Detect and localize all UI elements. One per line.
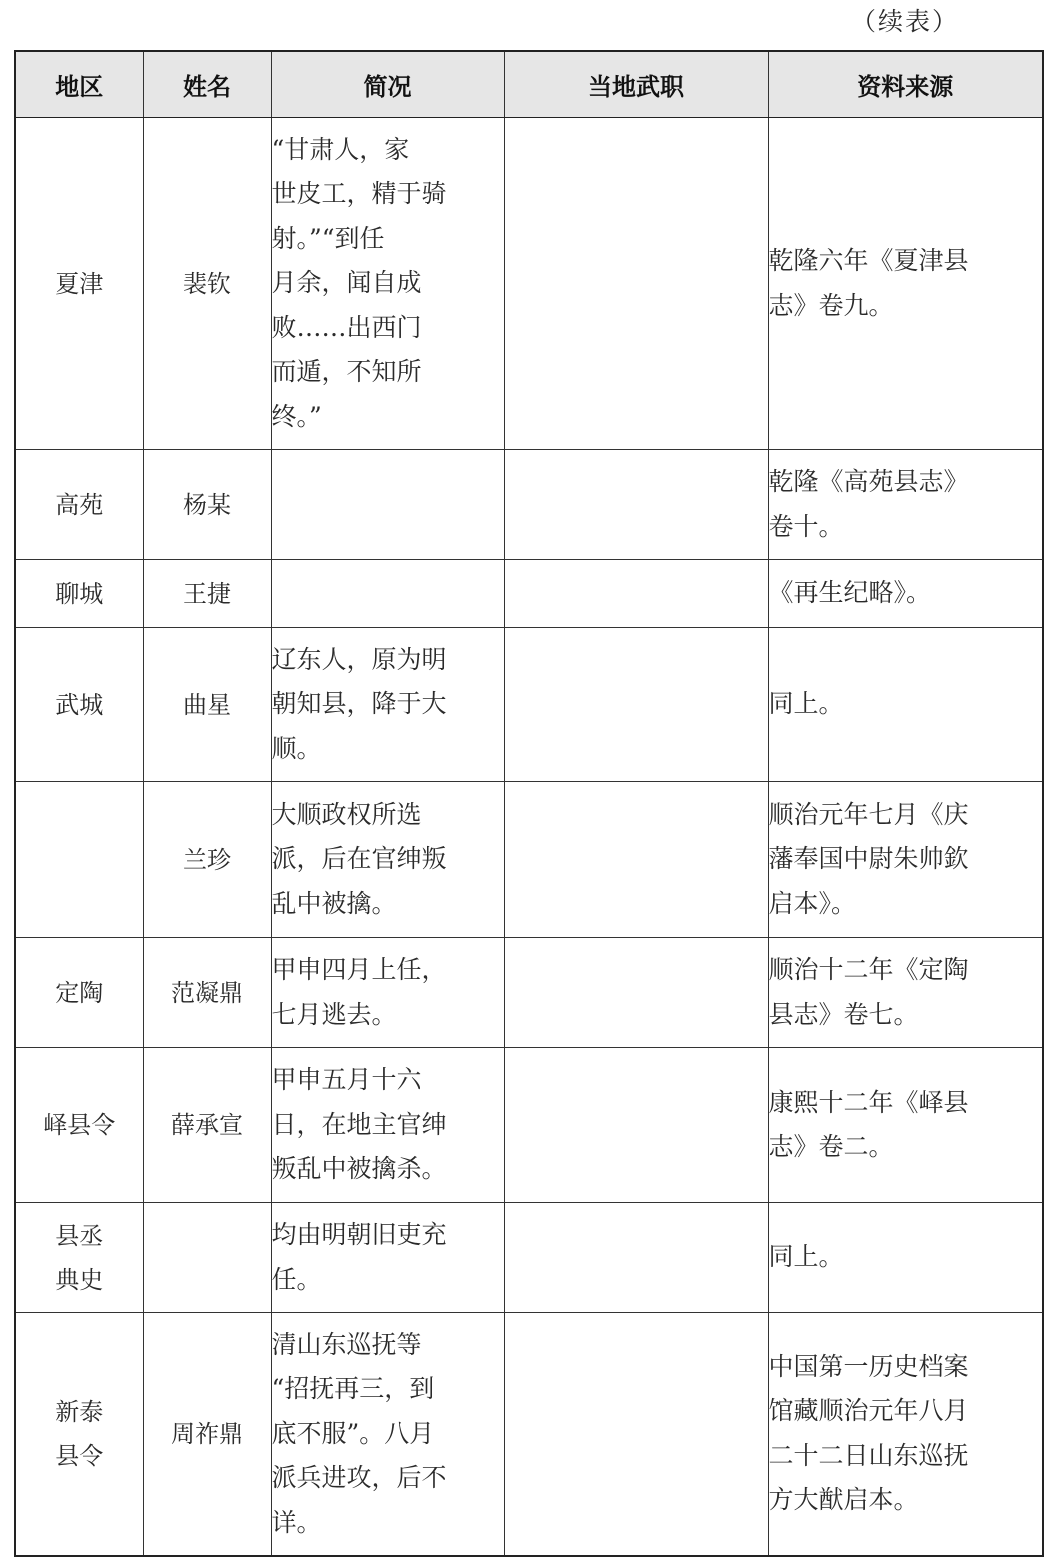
summary-cell: 均由明朝旧吏充 任。 [271,1203,504,1313]
name-cell: 薛承宣 [143,1048,271,1203]
header-local-military-post: 当地武职 [504,51,768,118]
source-cell: 中国第一历史档案 馆藏顺治元年八月 二十二日山东巡抚 方大猷启本。 [768,1313,1043,1556]
post-cell [504,1313,768,1556]
source-cell: 乾隆《高苑县志》 卷十。 [768,450,1043,560]
table-row [15,1048,1043,1203]
region-cell: 峄县令 [15,1048,143,1203]
source-cell: 顺治元年七月《庆 藩奉国中尉朱帅欽 启本》。 [768,782,1043,938]
source-cell: 顺治十二年《定陶 县志》卷七。 [768,938,1043,1048]
region-cell [15,782,143,938]
source-cell: 《再生纪略》。 [768,560,1043,628]
source-cell: 同上。 [768,628,1043,782]
region-cell: 夏津 [15,118,143,450]
source-cell: 乾隆六年《夏津县 志》卷九。 [768,118,1043,450]
summary-cell: 大顺政权所选 派，后在官绅叛 乱中被擒。 [271,782,504,938]
post-cell [504,628,768,782]
table-row [15,1313,1043,1556]
source-cell: 同上。 [768,1203,1043,1313]
region-cell: 县丞 典史 [15,1203,143,1313]
region-cell: 高苑 [15,450,143,560]
summary-cell: 甲申四月上任， 七月逃去。 [271,938,504,1048]
region-cell: 新泰 县令 [15,1313,143,1556]
table-row [15,450,1043,560]
post-cell [504,1048,768,1203]
name-cell: 王捷 [143,560,271,628]
table-row [15,1203,1043,1313]
name-cell: 范凝鼎 [143,938,271,1048]
post-cell [504,782,768,938]
name-cell: 曲星 [143,628,271,782]
header-summary: 简况 [271,51,504,118]
header-source: 资料来源 [768,51,1043,118]
table-header-row [15,51,1043,118]
name-cell: 周祚鼎 [143,1313,271,1556]
continued-table-label: （续表） [850,7,959,36]
summary-cell [271,450,504,560]
region-cell: 武城 [15,628,143,782]
post-cell [504,1203,768,1313]
officials-table [14,50,1044,1557]
name-cell: 杨某 [143,450,271,560]
table-row [15,782,1043,938]
post-cell [504,560,768,628]
name-cell: 裴钦 [143,118,271,450]
header-region: 地区 [15,51,143,118]
table-row [15,938,1043,1048]
header-name: 姓名 [143,51,271,118]
post-cell [504,450,768,560]
summary-cell [271,560,504,628]
summary-cell: 甲申五月十六 日，在地主官绅 叛乱中被擒杀。 [271,1048,504,1203]
post-cell [504,118,768,450]
summary-cell: 辽东人，原为明 朝知县，降于大 顺。 [271,628,504,782]
region-cell: 聊城 [15,560,143,628]
source-cell: 康熙十二年《峄县 志》卷二。 [768,1048,1043,1203]
summary-cell: 清山东巡抚等 “招抚再三，到 底不服”。八月 派兵进攻，后不 详。 [271,1313,504,1556]
table-row [15,628,1043,782]
summary-cell: “甘肃人，家 世皮工，精于骑 射。”“到任 月余，闻自成 败……出西门 而遁，不知所 终。” [271,118,504,450]
name-cell [143,1203,271,1313]
table-row [15,118,1043,450]
table-row [15,560,1043,628]
name-cell: 兰珍 [143,782,271,938]
post-cell [504,938,768,1048]
region-cell: 定陶 [15,938,143,1048]
